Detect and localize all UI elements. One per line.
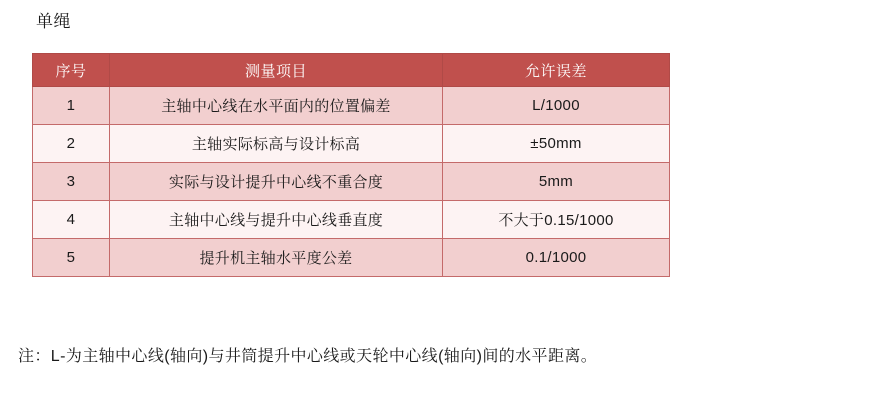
cell-no: 1 bbox=[33, 87, 110, 125]
table-body bbox=[33, 87, 670, 277]
cell-tolerance: 不大于0.15/1000 bbox=[443, 201, 670, 239]
cell-item: 提升机主轴水平度公差 bbox=[110, 239, 443, 277]
cell-item: 主轴实际标高与设计标高 bbox=[110, 125, 443, 163]
table-header-row bbox=[33, 54, 670, 87]
cell-no: 3 bbox=[33, 163, 110, 201]
table-row bbox=[33, 87, 670, 125]
table-row bbox=[33, 163, 670, 201]
column-header-no: 序号 bbox=[33, 54, 110, 87]
cell-tolerance: 5mm bbox=[443, 163, 670, 201]
cell-tolerance: ±50mm bbox=[443, 125, 670, 163]
cell-no: 2 bbox=[33, 125, 110, 163]
measurement-tolerance-table bbox=[32, 53, 670, 277]
cell-no: 4 bbox=[33, 201, 110, 239]
cell-item: 实际与设计提升中心线不重合度 bbox=[110, 163, 443, 201]
table-row bbox=[33, 201, 670, 239]
cell-item: 主轴中心线在水平面内的位置偏差 bbox=[110, 87, 443, 125]
column-header-item: 测量项目 bbox=[110, 54, 443, 87]
cell-item: 主轴中心线与提升中心线垂直度 bbox=[110, 201, 443, 239]
table-row bbox=[33, 239, 670, 277]
column-header-tolerance: 允许误差 bbox=[443, 54, 670, 87]
footnote: 注：L-为主轴中心线(轴向)与井筒提升中心线或天轮中心线(轴向)间的水平距离。 bbox=[18, 348, 598, 365]
table-header bbox=[33, 54, 670, 87]
table-row bbox=[33, 125, 670, 163]
page-title: 单绳 bbox=[36, 12, 71, 31]
cell-tolerance: 0.1/1000 bbox=[443, 239, 670, 277]
cell-no: 5 bbox=[33, 239, 110, 277]
cell-tolerance: L/1000 bbox=[443, 87, 670, 125]
